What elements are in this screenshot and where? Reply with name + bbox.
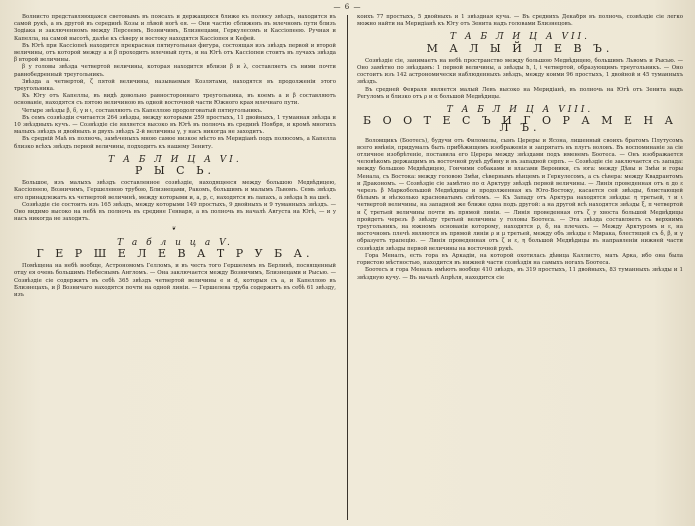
paragraph: Помѣщена на небѣ вообще, Астрономомъ Гелломъ, и въ честь того Гершелемъ въ Берлинѣ, посвященный отцу ея очень большимъ Небеснымъ Англомъ. — Она заключается между Возничимъ, Близнецами и Рысью. — Созвѣздіе сіе содержитъ въ себѣ 365 звѣздъ четвертой величины е и d, которыя съ а, и Капеллою въ Близнецахъ, и β Возничаго находятся почти на одной линіи. — Гершелева труба содержитъ въ себѣ 61 звѣзду, изъ [14, 263, 336, 298]
page-number: — 6 — [333, 3, 362, 11]
table-heading: Т А Б Л И Ц А VI. [108, 154, 242, 165]
paragraph: Воловщикъ (Боотесъ), будучи отъ Филомелы, сынъ Цереры и Ясона, лишенный своихъ братомъ Плутусомъ всего имѣнія, придумалъ быть прибѣжищемъ изображенія и запрягатъ въ плугъ воловъ. Въ воспоминанiе за сіе отличное изобрѣтеніе, поставила его Церера между звѣздами подъ именемъ Боотеса. — Онъ изображается человѣкомъ держащимъ въ восточной рукѣ дубину и въ западной серпъ. — Созвѣздіе сіе заключается съ запада: между большою Медвѣдицею, Гончими собаками и власами Вероники, съ юга: между Дѣвы и Змѣи и горы Менала, съ Востока: между головою Змѣи, сѣвернымъ вѣнцемъ и Геркулесомъ, а съ сѣвера: между Квадрантомъ и Дракономъ. — Созвѣздіе сіе замѣтно по α Арктуру звѣздѣ первой величины. — Линія проведенная отъ α до ε черезъ β Маркобольшой Медвѣдицы и продолженная къ Юго-Востоку, касается сей звѣзды, блистающей бѣлымъ и нѣсколько красноватымъ свѣтомъ. — Къ Западу отъ Арктура находятся звѣзды: η третьей, τ и ι четвертой величины, на западной же ближе одна подъ другой: а на другой всѣ находятся звѣзды ξ, π четвертой и ζ третьей величины почти въ прямой линіи. — Линія проведенная отъ ζ у хвоста большой Медвѣдицы пройдетъ черезъ β звѣзду третьей величины у головы Боотеса. — Эта звѣзда составляетъ съ верхнимъ треугольникъ, на южномъ основаніи которому, находятся ρ, δ, на плечахъ. — Между Арктуромъ и ε, на восточномъ плечѣ являются въ прямой линіи ρ и μ третьей, между объ звѣзды ε Мирака, блестящей съ δ, β, и γ образуетъ трапецію. — Линія проведенная отъ ζ и ε, η большой Медвѣдицы въ направленіи нижней части созвѣздія звѣзды первой величины на восточной рукѣ. [357, 137, 683, 252]
paragraph: Въ Югѣ при Кассіопеѣ находится прекрасная пятиугольная фигура, состоящая изъ звѣздъ первой и второй величины, отъ которой между а и β проходитъ млечный путь, и на Югѣ отъ Кассіопеи стоитъ въ лучахъ звѣзда β второй величины. [14, 42, 336, 64]
paragraph: коихъ 77 простыхъ, 5 двойныхъ и 1 звѣздная куча. — Въ среднихъ Декабря въ полночь, созвѣздіе сіе легко можно найти на Меридіанѣ къ Югу отъ Зенита надъ головами Близнецовъ. [357, 14, 683, 28]
constellation-title: Г Е Р Ш Е Л Е В А Т Р У Б А. [36, 246, 314, 260]
paragraph: Боотесъ и гора Меналь имѣютъ вообще 410 звѣздъ, въ 319 простыхъ, 11 двойныхъ, 83 туманныхъ звѣзды и 1 звѣздную кучу. — Въ началѣ Апрѣля, находится сіе [357, 267, 683, 281]
table-heading: Т а б л и ц а V. [117, 237, 233, 248]
paragraph: Гора Меналъ, есть гора въ Аркадіи, на которой охотилась дѣвица Каллисто, мать Арка, ибо она была гористою мѣстностью, находится въ нижней части созвѣздія на самыхъ ногахъ Боотеса. [357, 252, 683, 267]
paragraph: Въ семъ созвѣздіи считается 264 звѣзды, между которыми 259 простыхъ, 11 двойныхъ, 1 туманная звѣзда и 10 звѣздныхъ кучъ. — Созвѣздіе сіе является высоко въ Югѣ въ полночь въ срединѣ Ноября, и кромѣ многихъ малыхъ звѣздъ и двойныхъ и двухъ звѣздъ 2-й величины γ, у насъ никогда не заходитъ. [14, 114, 336, 136]
ornament-separator: ❦ [171, 226, 179, 233]
table-heading: Т А Б Л И Ц А VII. [450, 32, 590, 43]
left-column [14, 14, 336, 522]
constellation-title: М А Л Ы Й Л Е В Ъ. [426, 41, 614, 55]
table-heading: Т А Б Л И Ц А VIII. [446, 105, 594, 116]
paragraph: Четыре звѣзды β, δ, γ и ι, составляютъ съ Капеллою продолговатый пятиугольникъ. [22, 107, 263, 114]
paragraph: Волнисто представляющаяся световымъ въ поясахъ и держащихся ближе къ полюсу звѣздъ, находится въ самой рукѣ, а въ другой въ серединѣ Козы и лѣвой ногѣ ея. — Они частію сближенъ въ млечномъ пути близъ Зодіака и заключенномъ между Персеемъ, Возничимъ, Близнецами, Геркулесомъ и Кассіопеею. Ручная и Капелла, на самой высотѣ, далѣе къ сѣверу и востоку находятся Кассіопея и Кефей. [14, 14, 336, 42]
paragraph: Большое, изъ малыхъ звѣздъ составленное созвѣздіе, находящееся между большою Медвѣдицею, Кассіопеею, Возничимъ, Гершелевою трубою, Близнецами, Ракомъ, большимъ и малымъ Львомъ. Семь звѣздъ его принадлежатъ къ четвертой величинѣ, между которыми и, а, р, с, находятся въ лапахъ, а звѣзда h на шеѣ. [14, 180, 336, 201]
paragraph: Въ средней Февраля является малый Левъ высоко на Меридіанѣ, въ полночь на Югѣ отъ Зенита надъ Регуломъ и близко отъ ρ и α большой Медвѣдицы. [357, 86, 683, 100]
constellation-title: Б О О Т Е С Ъ И Г О Р А М Е Н А Л Ъ. [363, 114, 677, 135]
right-column [357, 14, 683, 522]
paragraph: Созвѣздіе сіе состоитъ изъ 165 звѣздъ, между которыми 149 простыхъ, 9 двойныхъ и 9 туманныхъ звѣздъ. — Оно видимо высоко на небѣ въ полночь въ средине Генваря, а въ полночь въ началѣ Августа на Югѣ, — и у насъ никогда не заходитъ. [14, 201, 336, 223]
paragraph: β у головы звѣзда четвертой величины, которая находится вблизи β и λ, составляетъ съ ними почти равнобедренный треугольникъ. [14, 64, 336, 78]
paragraph: Къ Югу отъ Капеллы, въ видѣ довольно равностороннаго треугольника, въ коемъ а и β составляютъ основаніе, находятся съ пятою величиною въ одной восточной части Южного края млечнаго пути. [14, 93, 336, 107]
constellation-title: Р Ы С Ь. [134, 164, 216, 178]
paragraph: Созвѣздіе сіе, занимаетъ на небѣ пространство между большою Медвѣдицею, большимъ Львомъ и Рысью. — Оно замѣтно по звѣздамъ: 1 первой величины, а звѣзды h, l, i четвертой, образующимъ треугольникъ. — Оно состоитъ изъ 142 астрономически наблюденныхъ звѣздъ, между коими 96 простыхъ, 1 двойной и 45 туманныхъ звѣздъ. [357, 57, 683, 86]
paragraph: Въ средній Маѣ въ полночь, замѣченыхъ мною самое низкое мѣсто въ Меридіанѣ подъ полюсомъ, а Капелла близко всѣхъ звѣздъ первой величины, подходитъ къ нашему Зениту. [14, 136, 336, 150]
column-divider [347, 15, 348, 520]
paragraph: Звѣзда а четвертой, ζ пятой величины, называемыя Козлятами, находятся въ продолженіи этого треугольника. [14, 78, 336, 93]
